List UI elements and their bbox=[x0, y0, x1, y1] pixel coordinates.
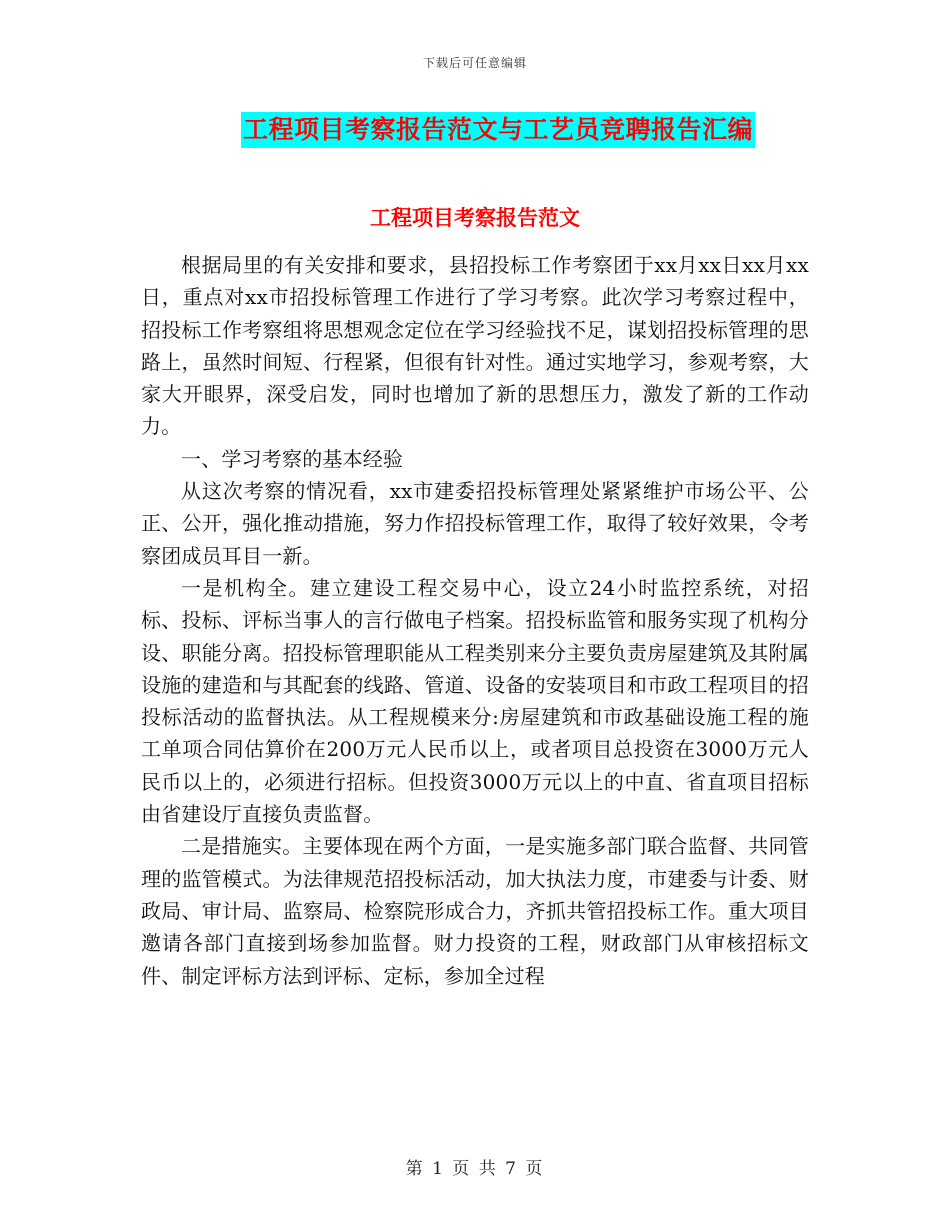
main-title-wrap bbox=[0, 112, 950, 148]
page-footer: 第 1 页 共 7 页 bbox=[405, 1159, 545, 1179]
paragraph: 从这次考察的情况看，xx市建委招投标管理处紧紧维护市场公平、公正、公开，强化推动措施，努力作招投标管理工作，取得了较好效果，令考察团成员耳目一新。 bbox=[141, 479, 809, 568]
paragraph: 二是措施实。主要体现在两个方面，一是实施多部门联合监督、共同管理的监管模式。为法律规范招投标活动，加大执法力度，市建委与计委、财政局、审计局、监察局、检察院形成合力，齐抓共管招投标工作。重大项目邀请各部门直接到场参加监督。财力投资的工程，财政部门从审核招标文件、制定评标方法到评标、定标，参加全过程 bbox=[141, 834, 809, 988]
section-title: 工程项目考察报告范文 bbox=[370, 205, 580, 230]
header-note: 下载后可任意编辑 bbox=[422, 56, 527, 70]
paragraph: 根据局里的有关安排和要求，县招投标工作考察团于xx月xx日xx月xx日，重点对xx市招投标管理工作进行了学习考察。此次学习考察过程中，招投标工作考察组将思想观念定位在学习经验找不足，谋划招投标管理的思路上，虽然时间短、行程紧，但很有针对性。通过实地学习，参观考察，大家大开眼界，深受启发，同时也增加了新的思想压力，激发了新的工作动力。 bbox=[141, 253, 809, 439]
main-title: 工程项目考察报告范文与工艺员竞聘报告汇编 bbox=[241, 112, 755, 148]
paragraph: 一、学习考察的基本经验 bbox=[181, 446, 404, 471]
paragraph: 一是机构全。建立建设工程交易中心，设立24小时监控系统，对招标、投标、评标当事人的言行做电子档案。招投标监管和服务实现了机构分设、职能分离。招投标管理职能从工程类别来分主要负责房屋建筑及其附属设施的建造和与其配套的线路、管道、设备的安装项目和市政工程项目的招投标活动的监督执法。从工程规模来分:房屋建筑和市政基础设施工程的施工单项合同估算价在200万元人民币以上，或者项目总投资在3000万元人民币以上的，必须进行招标。但投资3000万元以上的中直、省直项目招标由省建设厅直接负责监督。 bbox=[141, 575, 809, 827]
document-body bbox=[141, 249, 809, 992]
